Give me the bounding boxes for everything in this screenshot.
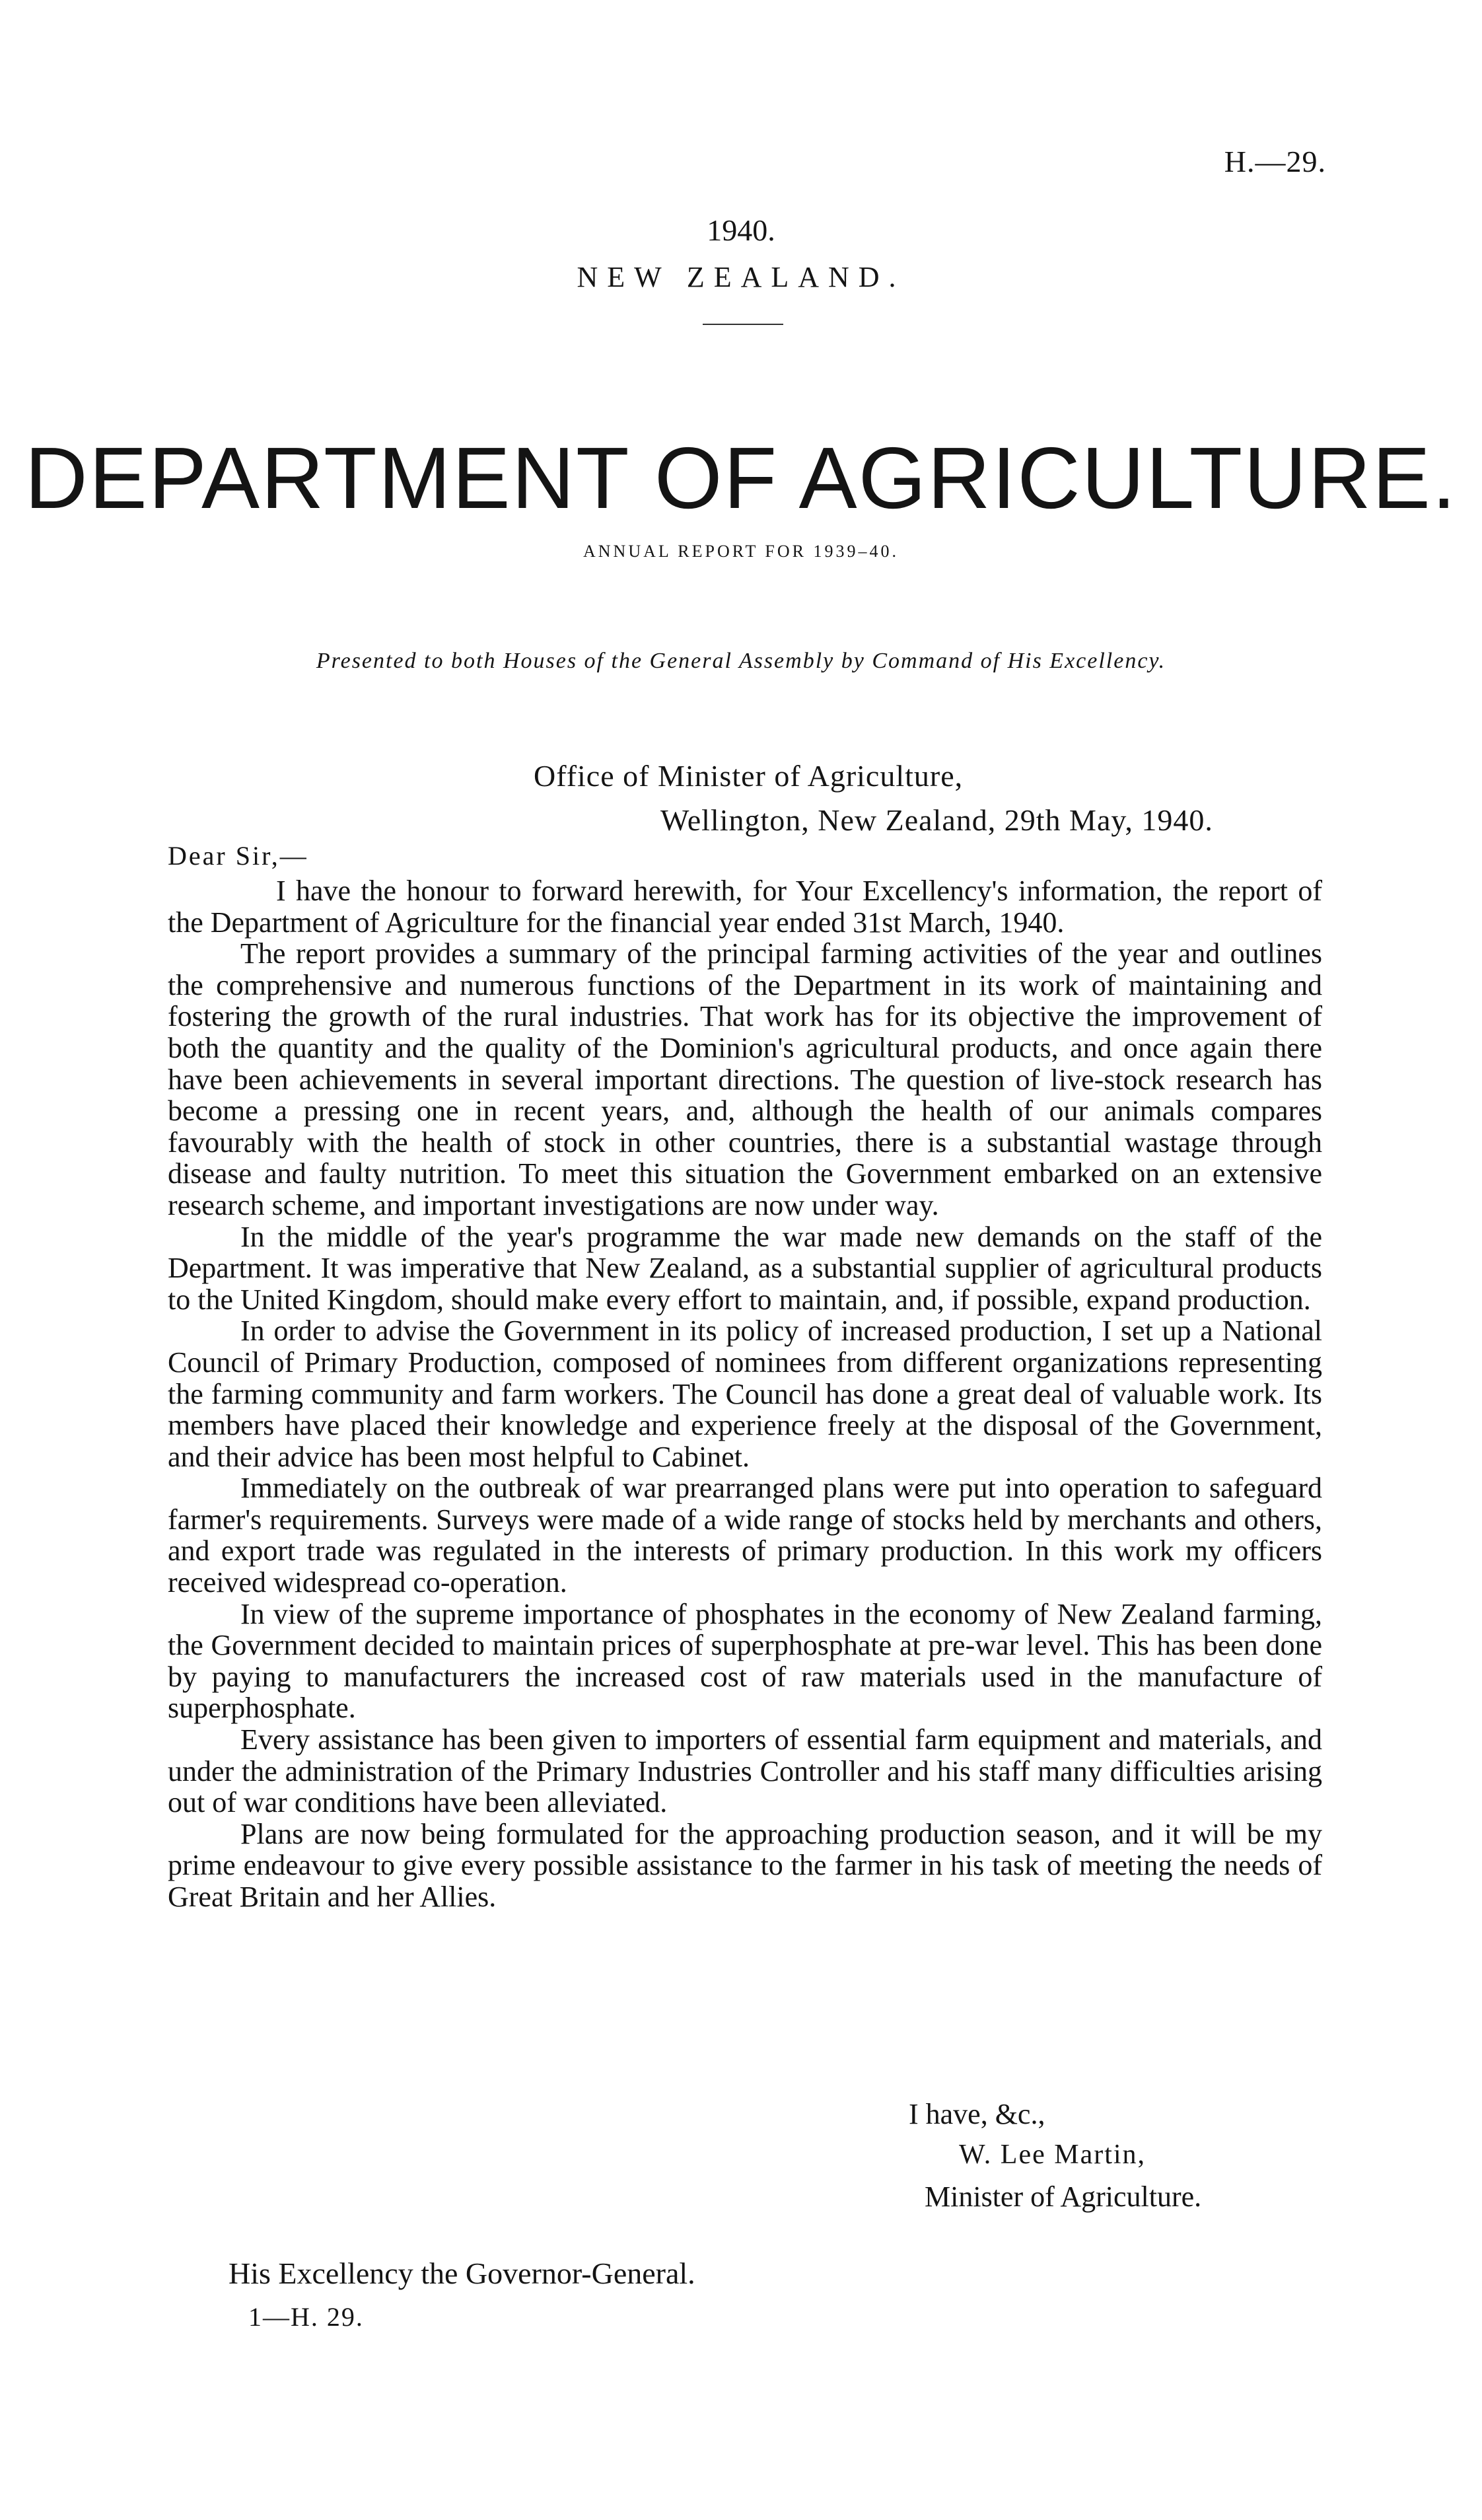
addressee: His Excellency the Governor-General. <box>229 2256 695 2290</box>
letter-body <box>168 875 1322 1913</box>
office-line-1: Office of Minister of Agriculture, <box>534 759 964 793</box>
paragraph: Plans are now being formulated for the approaching production season, and it will be my prime endeavour to give every possible assistance to the farmer in his task of meeting the needs of Great Britain and her Allies. <box>168 1817 1322 1913</box>
page-title: DEPARTMENT OF AGRICULTURE. <box>24 429 1458 526</box>
report-subtitle: ANNUAL REPORT FOR 1939–40. <box>582 542 900 561</box>
signatory-title: Minister of Agriculture. <box>925 2180 1202 2213</box>
country-heading: NEW ZEALAND. <box>577 261 905 293</box>
footer-reference: 1—H. 29. <box>248 2302 364 2332</box>
salutation: Dear Sir,— <box>168 841 308 871</box>
paragraph: I have the honour to forward herewith, for Your Excellency's information, the report of the Department of Agriculture for the financial year ended 31st March, 1940. <box>168 875 1322 939</box>
office-line-2: Wellington, New Zealand, 29th May, 1940. <box>660 803 1213 837</box>
paragraph: The report provides a summary of the principal farming activities of the year and outlines the comprehensive and numerous functions of the Department in its work of maintaining and fostering the growth of the rural industries. That work has for its objective the improvement of both the quantity and the quality of the Dominion's agricultural products, and once again there have been achievements in several important directions. The question of live-stock research has become a pressing one in recent years, and, although the health of our animals compares favourably with the health of stock in other countries, there is a substantial wastage through disease and faulty nutrition. To meet this situation the Government embarked on an extensive research scheme, and important investigations are now under way. <box>168 937 1322 1221</box>
paragraph: Immediately on the outbreak of war prearranged plans were put into operation to safeguard farmer's requirements. Surveys were made of a wide range of stocks held by merchants and others, and export trade was regulated in the interests of primary production. In this work my officers received widespread co-operation. <box>168 1472 1322 1599</box>
closing: I have, &c., <box>909 2098 1045 2130</box>
presented-note: Presented to both Houses of the General Assembly by Command of His Excellency. <box>316 649 1166 673</box>
paragraph: In view of the supreme importance of phosphates in the economy of New Zealand farming, the Government decided to maintain prices of superphosphate at pre-war level. This has been done by paying to manufacturers the increased cost of raw materials used in the manufacture of superphosphate. <box>168 1597 1322 1725</box>
paragraph: In order to advise the Government in its policy of increased production, I set up a National Council of Primary Production, composed of nominees from different organizations representing the farming community and farm workers. The Council has done a great deal of valuable work. Its members have placed their knowledge and experience freely at the disposal of the Government, and their advice has been most helpful to Cabinet. <box>168 1314 1322 1473</box>
document-reference: H.—29. <box>1224 145 1326 178</box>
paragraph: In the middle of the year's programme the war made new demands on the staff of the Department. It was imperative that New Zealand, as a substantial supplier of agricultural products to the United Kingdom, should make every effort to maintain, and, if possible, expand production. <box>168 1220 1322 1316</box>
document-year: 1940. <box>707 213 775 247</box>
paragraph: Every assistance has been given to importers of essential farm equipment and materials, and under the administration of the Primary Industries Controller and his staff many difficulties arising out of war conditions have been alleviated. <box>168 1723 1322 1819</box>
short-divider <box>703 324 783 325</box>
signatory-name: W. Lee Martin, <box>959 2140 1147 2170</box>
